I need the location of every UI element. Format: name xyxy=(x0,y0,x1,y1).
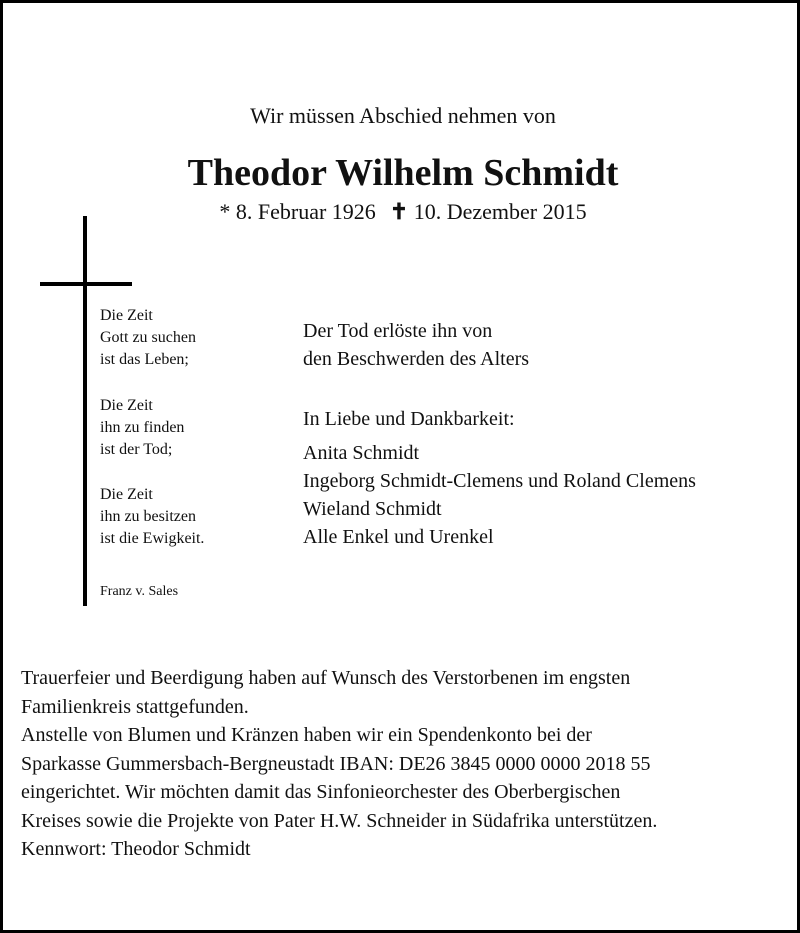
poem-line: ihn zu besitzen xyxy=(100,508,196,525)
message-block xyxy=(303,317,793,373)
mourner-name: Anita Schmidt xyxy=(303,442,420,464)
poem-line: Die Zeit xyxy=(100,307,153,324)
footer-line: Kennwort: Theodor Schmidt xyxy=(21,838,251,860)
poem-author: Franz v. Sales xyxy=(100,584,179,599)
footer-line: Familienkreis stattgefunden. xyxy=(21,695,249,718)
cross-icon-vertical xyxy=(83,216,87,606)
death-date: 10. Dezember 2015 xyxy=(413,199,587,224)
mourners-heading: In Liebe und Dankbarkeit: xyxy=(303,408,515,430)
message-line: den Beschwerden des Alters xyxy=(303,348,530,370)
intro-text: Wir müssen Abschied nehmen von xyxy=(250,103,556,128)
poem-stanza xyxy=(100,484,300,550)
footer-text xyxy=(21,664,796,864)
footer-line: eingerichtet. Wir möchten damit das Sinfonieorchester des Oberbergischen xyxy=(21,781,621,803)
footer-line: Anstelle von Blumen und Kränzen haben wir ein Spendenkonto bei der xyxy=(21,724,592,746)
mourner-name: Wieland Schmidt xyxy=(303,498,442,520)
mourner-name: Ingeborg Schmidt-Clemens und Roland Clemens xyxy=(303,470,696,492)
poem-line: ist das Leben; xyxy=(100,351,189,368)
poem-line: ist der Tod; xyxy=(100,441,173,458)
poem-line: ihn zu finden xyxy=(100,419,185,436)
birth-date: * 8. Februar 1926 xyxy=(219,199,376,224)
footer-line: Trauerfeier und Beerdigung haben auf Wunsch des Verstorbenen im engsten xyxy=(21,667,631,689)
mourners-list xyxy=(303,439,793,523)
poem-stanza xyxy=(100,395,300,461)
death-cross-icon: ✝ xyxy=(389,199,409,224)
deceased-name: Theodor Wilhelm Schmidt xyxy=(187,152,619,194)
mourners-closing: Alle Enkel und Urenkel xyxy=(303,526,494,548)
poem-line: Die Zeit xyxy=(100,486,153,503)
poem-line: Die Zeit xyxy=(100,397,153,414)
poem-line: Gott zu suchen xyxy=(100,329,196,346)
cross-icon-horizontal xyxy=(40,282,132,286)
poem-stanza xyxy=(100,305,300,371)
footer-line: Kreises sowie die Projekte von Pater H.W. Schneider in Südafrika unterstützen. xyxy=(21,809,658,832)
message-line: Der Tod erlöste ihn von xyxy=(303,320,493,342)
poem-line: ist die Ewigkeit. xyxy=(100,530,205,547)
footer-line: Sparkasse Gummersbach-Bergneustadt IBAN: DE26 3845 0000 0000 2018 55 xyxy=(21,752,651,775)
life-dates xyxy=(3,199,800,225)
